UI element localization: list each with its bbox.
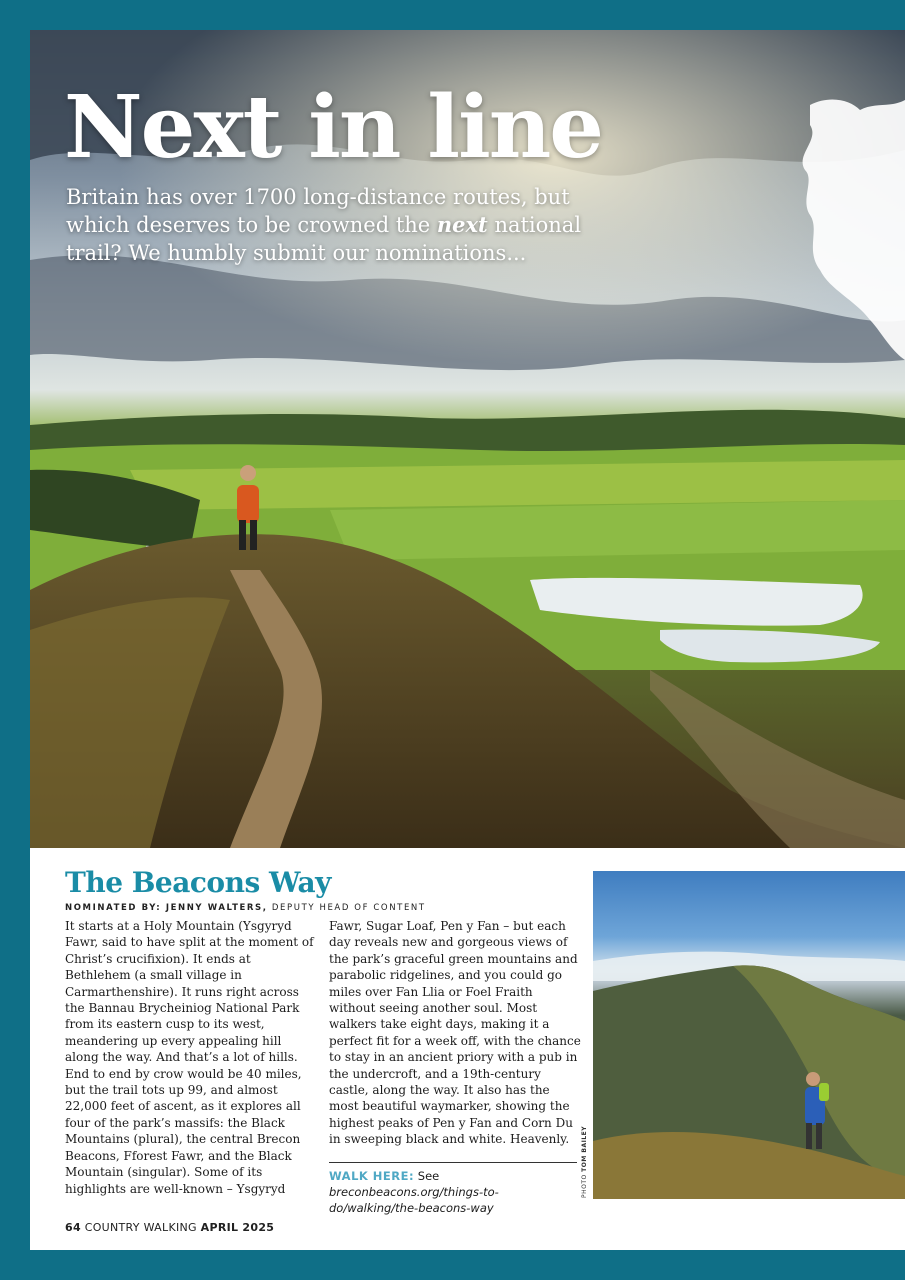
headline: Next in line xyxy=(64,77,602,178)
standfirst-emphasis: next xyxy=(436,212,488,237)
magazine-name: COUNTRY WALKING xyxy=(80,1221,201,1234)
mountain-ridge-illustration xyxy=(593,871,905,1199)
walk-here-text: See xyxy=(414,1169,440,1183)
byline xyxy=(65,903,426,913)
walk-here-box xyxy=(329,1168,581,1216)
issue-date: APRIL 2025 xyxy=(200,1221,275,1234)
photo-credit-name: TOM BAILEY xyxy=(581,1125,588,1172)
walk-here-label: WALK HERE: xyxy=(329,1169,415,1183)
standfirst-text: Britain has over 1700 long-distance routes, but which deserves to be crowned the xyxy=(66,185,570,237)
page-footer xyxy=(65,1221,274,1234)
page-number: 64 xyxy=(65,1221,81,1234)
byline-author: JENNY WALTERS, xyxy=(165,903,268,913)
magazine-page xyxy=(30,30,905,1250)
secondary-photo xyxy=(593,871,905,1199)
photo-credit xyxy=(581,1126,588,1198)
photo-credit-prefix: PHOTO xyxy=(581,1171,588,1198)
body-column-1: It starts at a Holy Mountain (Ysgyryd Fawr, said to have split at the moment of Christ’s crucifixion). It ends at Bethlehem (a small village in Carmarthenshire). It runs right across the Bannau Brycheiniog National Park from its eastern cusp to its west, meandering up every appealing hill along the way. And that’s a lot of hills. End to end by crow would be 40 miles, but the trail tots up 99, and almost 22,000 feet of ascent, as it explores all four of the park’s massifs: the Black Mountains (plural), the central Brecon Beacons, Fforest Fawr, and the Black Mountain (singular). Some of its highlights are well-known – Ysgyryd xyxy=(65,919,314,1196)
divider xyxy=(329,1162,577,1163)
body-column-2: Fawr, Sugar Loaf, Pen y Fan – but each day reveals new and gorgeous views of the park’s graceful green mountains and parabolic ridgelines, and you could go miles over Fan Llia or Foel Fraith without seeing another soul. Most walkers take eight days, making it a perfect fit for a week off, with the chance to stay in an ancient priory with a pub in the undercroft, and a 19th-century castle, along the way. It also has the most beautiful waymarker, showing the highest peaks of Pen y Fan and Corn Du in sweeping black and white. Heavenly. xyxy=(329,919,581,1147)
standfirst xyxy=(66,183,586,267)
hero-photo xyxy=(30,30,905,848)
standfirst-text-end: national trail? We humbly submit our nominations... xyxy=(66,213,582,265)
article-title: The Beacons Way xyxy=(65,866,331,899)
walk-here-link[interactable]: breconbeacons.org/things-to-do/walking/the-beacons-way xyxy=(329,1185,499,1215)
byline-prefix: NOMINATED BY: xyxy=(65,903,166,913)
byline-role: DEPUTY HEAD OF CONTENT xyxy=(267,903,426,913)
